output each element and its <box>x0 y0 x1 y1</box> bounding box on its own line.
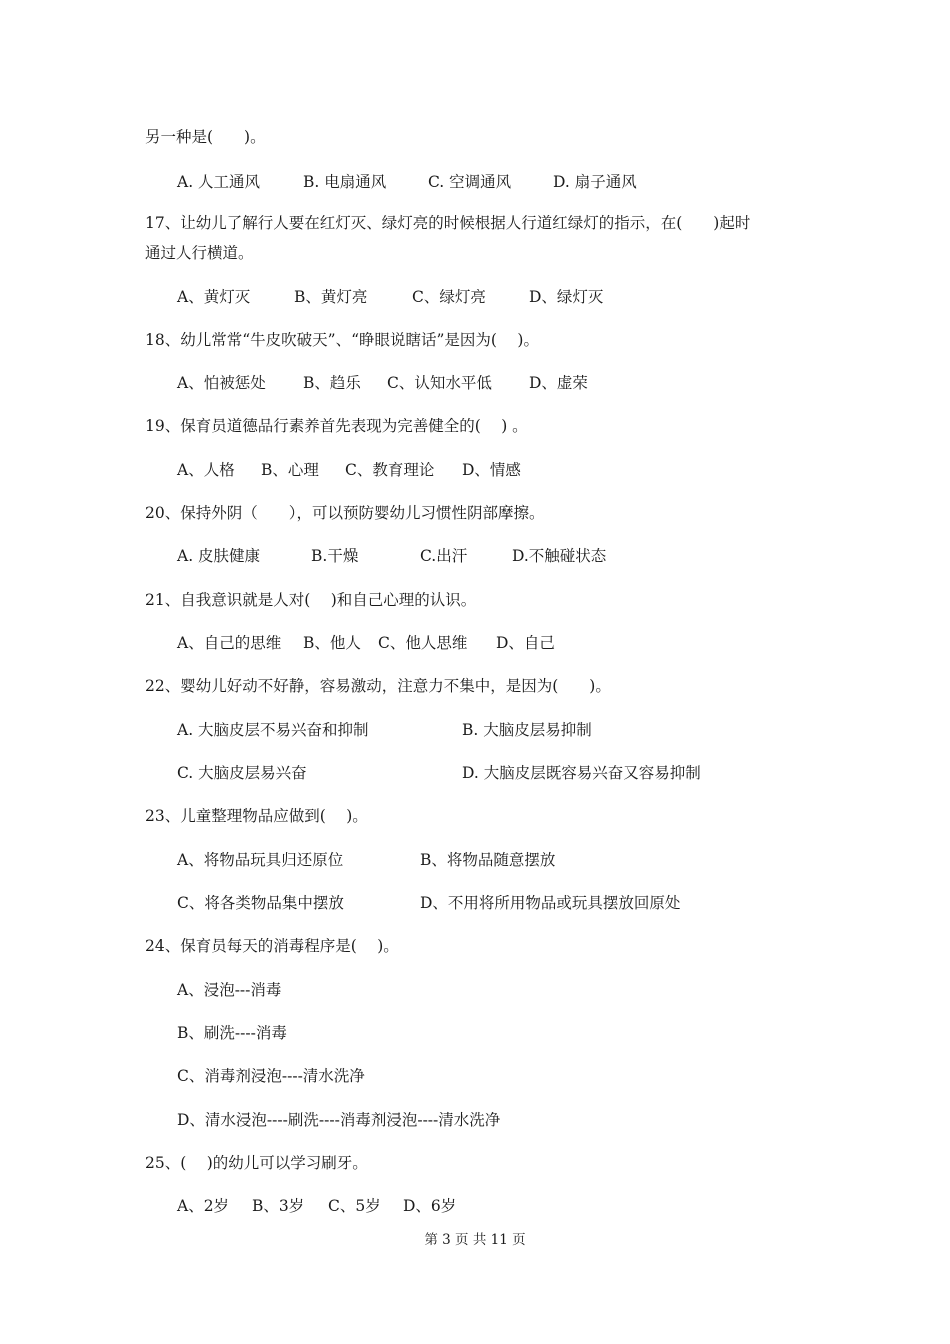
q16-option-d: D. 扇子通风 <box>553 173 637 191</box>
question-20-stem: 20、保持外阴（ ），可以预防婴幼儿习惯性阴部摩擦。 <box>145 504 545 522</box>
q22-option-a: A. 大脑皮层不易兴奋和抑制 <box>177 721 369 739</box>
q19-option-d: D、情感 <box>462 461 521 479</box>
q16-option-b: B. 电扇通风 <box>303 173 387 191</box>
question-17-stem-line-1: 17、让幼儿了解行人要在红灯灭、绿灯亮的时候根据人行道红绿灯的指示，在( )起时 <box>145 214 751 232</box>
page-number-footer: 第 3 页 共 11 页 <box>424 1232 526 1248</box>
q22-option-b: B. 大脑皮层易抑制 <box>462 721 592 739</box>
q16-option-c: C. 空调通风 <box>428 173 512 191</box>
q21-option-d: D、自己 <box>496 634 555 652</box>
q19-option-a: A、人格 <box>177 461 235 479</box>
q20-option-c: C.出汗 <box>420 547 468 565</box>
q24-option-a: A、浸泡---消毒 <box>177 981 282 999</box>
q25-option-a: A、2岁 <box>177 1197 230 1215</box>
question-19-stem: 19、保育员道德品行素养首先表现为完善健全的( ) 。 <box>145 417 528 435</box>
question-21-stem: 21、自我意识就是人对( )和自己心理的认识。 <box>145 591 477 609</box>
q20-option-d: D.不触碰状态 <box>512 547 607 565</box>
q19-option-b: B、心理 <box>261 461 319 479</box>
question-25-stem: 25、( )的幼儿可以学习刷牙。 <box>145 1154 368 1172</box>
q17-option-a: A、黄灯灭 <box>177 288 251 306</box>
q23-option-c: C、将各类物品集中摆放 <box>177 894 344 912</box>
q17-option-c: C、绿灯亮 <box>412 288 486 306</box>
q22-option-c: C. 大脑皮层易兴奋 <box>177 764 307 782</box>
q23-option-a: A、将物品玩具归还原位 <box>177 851 344 869</box>
question-22-stem: 22、婴幼儿好动不好静，容易激动，注意力不集中，是因为( )。 <box>145 677 611 695</box>
q16-option-a: A. 人工通风 <box>177 173 261 191</box>
q18-option-d: D、虚荣 <box>529 374 588 392</box>
q18-option-a: A、怕被惩处 <box>177 374 266 392</box>
question-23-stem: 23、儿童整理物品应做到( )。 <box>145 807 368 825</box>
q17-option-d: D、绿灯灭 <box>529 288 604 306</box>
q17-option-b: B、黄灯亮 <box>294 288 368 306</box>
q20-option-a: A. 皮肤健康 <box>177 547 261 565</box>
q21-option-c: C、他人思维 <box>378 634 468 652</box>
q22-option-d: D. 大脑皮层既容易兴奋又容易抑制 <box>462 764 701 782</box>
q24-option-b: B、刷洗----消毒 <box>177 1024 287 1042</box>
question-16-stem-continuation: 另一种是( )。 <box>145 128 266 146</box>
q18-option-c: C、认知水平低 <box>387 374 492 392</box>
question-17-stem-line-2: 通过人行横道。 <box>145 244 254 262</box>
q24-option-c: C、消毒剂浸泡----清水洗净 <box>177 1067 365 1085</box>
q25-option-c: C、5岁 <box>328 1197 381 1215</box>
q21-option-a: A、自己的思维 <box>177 634 282 652</box>
q25-option-d: D、6岁 <box>403 1197 457 1215</box>
q24-option-d: D、清水浸泡----刷洗----消毒剂浸泡----清水洗净 <box>177 1111 501 1129</box>
question-24-stem: 24、保育员每天的消毒程序是( )。 <box>145 937 399 955</box>
question-18-stem: 18、幼儿常常“牛皮吹破天”、“睁眼说瞎话”是因为( )。 <box>145 331 539 349</box>
q25-option-b: B、3岁 <box>252 1197 305 1215</box>
q19-option-c: C、教育理论 <box>345 461 435 479</box>
q18-option-b: B、趋乐 <box>303 374 361 392</box>
q23-option-b: B、将物品随意摆放 <box>420 851 556 869</box>
q20-option-b: B.干燥 <box>311 547 359 565</box>
q21-option-b: B、他人 <box>303 634 361 652</box>
q23-option-d: D、不用将所用物品或玩具摆放回原处 <box>420 894 681 912</box>
